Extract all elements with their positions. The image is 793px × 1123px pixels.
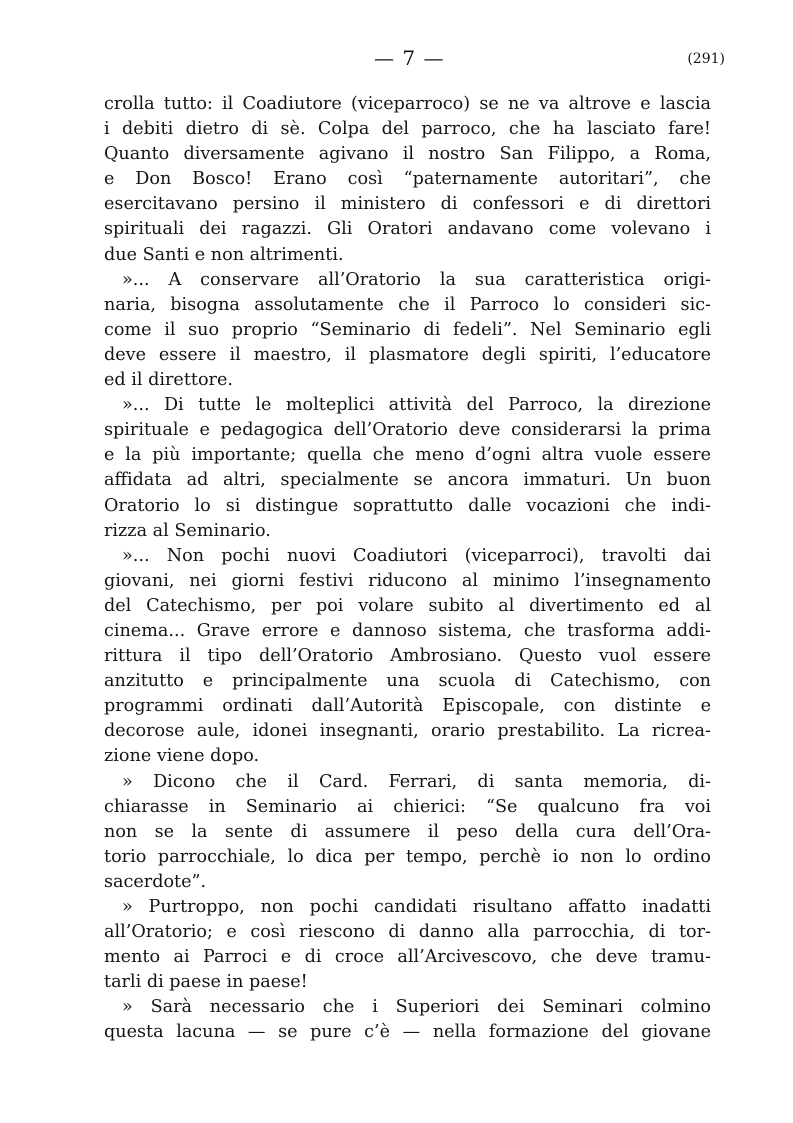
text-line: spirituali dei ragazzi. Gli Oratori andavano come volevano i	[104, 219, 711, 240]
text-line: ed il direttore.	[104, 370, 233, 391]
text-line: decorose aule, idonei insegnanti, orario prestabilito. La ricrea-	[104, 721, 711, 742]
text-line: e Don Bosco! Erano così “paternamente autoritari”, che	[104, 169, 711, 190]
text-line: come il suo proprio “Seminario di fedeli”. Nel Seminario egli	[104, 319, 711, 340]
text-line: »... A conservare all’Oratorio la sua caratteristica origi-	[122, 269, 711, 290]
text-line: spirituale e pedagogica dell’Oratorio deve considerarsi la prima	[104, 420, 711, 441]
text-line: e la più importante; quella che meno d’ogni altra vuole essere	[104, 445, 711, 466]
text-line: rittura il tipo dell’Oratorio Ambrosiano. Questo vuol essere	[104, 646, 711, 667]
text-line: cinema... Grave errore e dannoso sistema, che trasforma addi-	[104, 620, 711, 641]
text-line: tarli di paese in paese!	[104, 972, 308, 993]
text-line: Oratorio lo si distingue soprattutto dalle vocazioni che indi-	[104, 495, 711, 516]
text-line: esercitavano persino il ministero di confessori e di direttori	[104, 194, 711, 215]
page-header	[0, 46, 793, 76]
text-line: questa lacuna — se pure c’è — nella formazione del giovane	[104, 1022, 711, 1043]
text-line: affidata ad altri, specialmente se ancora immaturi. Un buon	[104, 470, 711, 491]
text-line: »... Di tutte le molteplici attività del Parroco, la direzione	[122, 395, 711, 416]
text-line: deve essere il maestro, il plasmatore degli spiriti, l’educatore	[104, 344, 711, 365]
text-line: i debiti dietro di sè. Colpa del parroco, che ha lasciato fare!	[104, 119, 711, 140]
text-line: programmi ordinati dall’Autorità Episcopale, con distinte e	[104, 696, 711, 717]
body-text	[104, 92, 711, 1046]
text-line: » Sarà necessario che i Superiori dei Seminari colmino	[122, 997, 711, 1018]
page-reference: (291)	[687, 51, 725, 67]
text-line: mento ai Parroci e di croce all’Arcivescovo, che deve tramu-	[104, 947, 711, 968]
text-line: » Purtroppo, non pochi candidati risultano affatto inadatti	[122, 897, 711, 917]
text-line: giovani, nei giorni festivi riducono al minimo l’insegnamento	[104, 570, 711, 591]
page-number: — 7 —	[374, 46, 445, 70]
text-line: Quanto diversamente agivano il nostro San Filippo, a Roma,	[104, 144, 711, 165]
text-line: non se la sente di assumere il peso della cura dell’Ora-	[104, 821, 711, 842]
text-line: »... Non pochi nuovi Coadiutori (viceparroci), travolti dai	[122, 545, 711, 566]
text-line: crolla tutto: il Coadiutore (viceparroco) se ne va altrove e lascia	[104, 94, 711, 114]
text-line: rizza al Seminario.	[104, 520, 271, 541]
text-line: del Catechismo, per poi volare subito al divertimento ed al	[104, 595, 711, 616]
text-line: chiarasse in Seminario ai chierici: “Se qualcuno fra voi	[104, 796, 711, 817]
text-line: sacerdote”.	[104, 871, 207, 892]
text-line: naria, bisogna assolutamente che il Parroco lo consideri sic-	[104, 294, 711, 315]
text-line: » Dicono che il Card. Ferrari, di santa memoria, di-	[122, 771, 711, 792]
text-line: all’Oratorio; e così riescono di danno alla parrocchia, di tor-	[104, 922, 711, 943]
text-line: due Santi e non altrimenti.	[104, 244, 344, 265]
text-line: torio parrocchiale, lo dica per tempo, perchè io non lo ordino	[104, 846, 711, 867]
text-line: anzitutto e principalmente una scuola di Catechismo, con	[104, 671, 711, 692]
text-line: zione viene dopo.	[104, 746, 260, 767]
